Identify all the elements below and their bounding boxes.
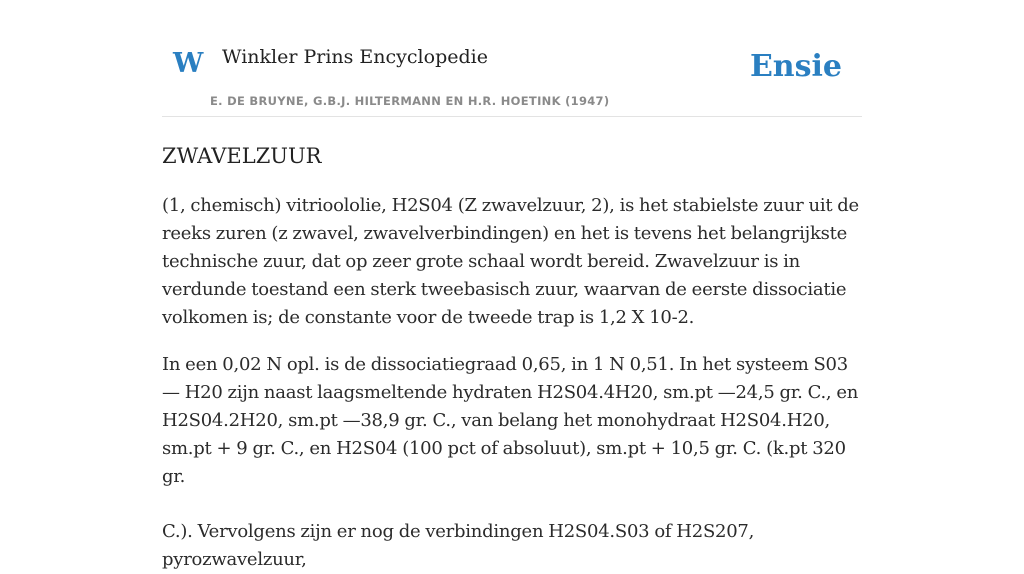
- book-authors: E. DE BRUYNE, G.B.J. HILTERMANN EN H.R. HOETINK (1947): [210, 94, 610, 108]
- article-title: ZWAVELZUUR: [162, 144, 322, 168]
- content-column: [162, 0, 862, 574]
- ensie-logo[interactable]: Ensie: [749, 49, 842, 84]
- article-paragraph-2: In een 0,02 N opl. is de dissociatiegraad 0,65, in 1 N 0,51. In het systeem S03— H20 zijn naast laagsmeltende hydraten H2S04.4H20, sm.pt —24,5 gr. C., en H2S04.2H20, sm.pt —38,9 gr. C., van belang het monohydraat H2S04.H20, sm.pt + 9 gr. C., en H2S04 (100 pct of absoluut), sm.pt + 10,5 gr. C. (k.pt 320 gr.: [162, 354, 859, 488]
- header: [162, 0, 862, 117]
- article-paragraph-3: C.). Vervolgens zijn er nog de verbindingen H2S04.S03 of H2S207, pyrozwavelzuur,: [162, 521, 755, 571]
- book-title[interactable]: Winkler Prins Encyclopedie: [222, 46, 488, 68]
- winkler-prins-logo[interactable]: W: [173, 48, 204, 79]
- article-paragraph-1: (1, chemisch) vitrioololie, H2S04 (Z zwavelzuur, 2), is het stabielste zuur uit de reeks zuren (z zwavel, zwavelverbindingen) en het is tevens het belangrijkste technische zuur, dat op zeer grote schaal wordt bereid. Zwavelzuur is in verdunde toestand een sterk tweebasisch zuur, waarvan de eerste dissociatie volkomen is; de constante voor de tweede trap is 1,2 X 10-2.: [162, 195, 859, 329]
